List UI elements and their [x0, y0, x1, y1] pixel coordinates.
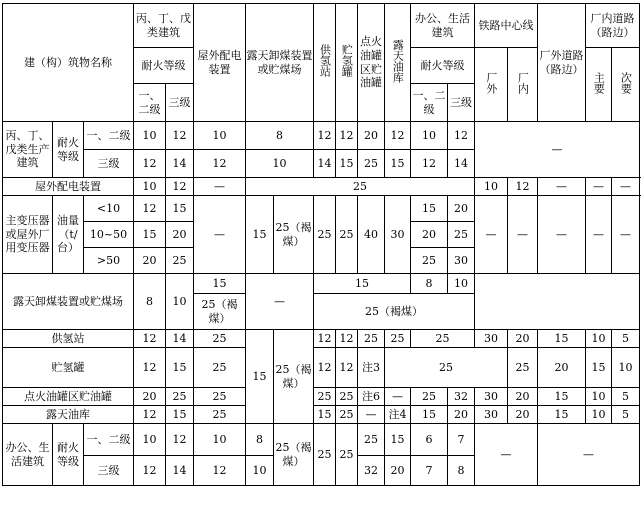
table-cell: 15 — [246, 196, 274, 274]
table-cell: 10 — [612, 348, 640, 388]
header-ignition-oil: 点火油罐区贮油罐 — [358, 4, 385, 122]
table-cell: 10 — [586, 330, 612, 348]
table-cell: 10 — [134, 424, 166, 456]
header-office-fire-rating: 耐火等级 — [411, 48, 475, 84]
table-cell: 6 — [411, 424, 448, 456]
row-label-hydrogen-station: 供氢站 — [3, 330, 134, 348]
table-cell: 12 — [134, 406, 166, 424]
row-label-office-grade12: 一、二级 — [84, 424, 134, 456]
table-cell: 20 — [508, 388, 538, 406]
table-cell: 15 — [166, 196, 194, 222]
table-cell: 20 — [385, 456, 411, 486]
table-cell: 25（褐煤） — [274, 330, 314, 424]
table-cell: 25 — [194, 348, 246, 388]
table-cell: 15 — [314, 406, 336, 424]
table-cell: 25 — [194, 388, 246, 406]
header-building-name: 建（构）筑物名称 — [3, 4, 134, 122]
table-cell: 30 — [448, 248, 475, 274]
table-cell: 25 — [166, 388, 194, 406]
table-cell: 12 — [166, 178, 194, 196]
table-cell: — — [612, 178, 640, 196]
table-cell: 10 — [246, 456, 274, 486]
table-cell: 12 — [336, 348, 358, 388]
table-cell: 12 — [336, 122, 358, 150]
header-c-building: 丙、丁、戊类建筑 — [134, 4, 194, 48]
table-cell: 20 — [448, 406, 475, 424]
header-c-fire-rating: 耐火等级 — [134, 48, 194, 84]
table-cell: 8 — [246, 122, 314, 150]
header-road-in: 厂内道路（路边） — [586, 4, 640, 48]
table-cell: 5 — [612, 406, 640, 424]
table-cell: 12 — [166, 122, 194, 150]
table-cell: 25 — [411, 388, 448, 406]
table-cell: 14 — [166, 456, 194, 486]
table-cell: — — [538, 424, 640, 486]
table-cell: 10 — [246, 150, 314, 178]
table-cell: 10 — [194, 122, 246, 150]
table-cell: 30 — [475, 388, 508, 406]
table-cell: 8 — [411, 274, 448, 294]
header-railway-out: 厂外 — [475, 48, 508, 122]
table-cell: — — [475, 122, 640, 178]
table-cell: — — [475, 424, 538, 486]
header-c-grade3: 三级 — [166, 84, 194, 122]
table-cell: 15 — [314, 274, 411, 294]
table-cell: 25 — [314, 424, 336, 486]
table-cell: 12 — [134, 456, 166, 486]
table-cell: 12 — [194, 456, 246, 486]
header-hydrogen-station: 供氢站 — [314, 4, 336, 122]
row-label-fire-rating: 耐火等级 — [53, 122, 84, 178]
table-cell: 5 — [612, 330, 640, 348]
fire-distance-table — [2, 3, 640, 486]
row-label-oil-amount: 油量（t/台） — [53, 196, 84, 274]
table-cell: 15 — [134, 222, 166, 248]
table-cell: 12 — [314, 330, 336, 348]
table-cell: 25 — [166, 248, 194, 274]
header-hydrogen-tank: 贮氢罐 — [336, 4, 358, 122]
table-cell: — — [612, 196, 640, 274]
row-label-grade3: 三级 — [84, 150, 134, 178]
table-cell: 10 — [586, 406, 612, 424]
row-label-office-fire-rating: 耐火等级 — [53, 424, 84, 486]
header-road-main: 主要 — [586, 48, 612, 122]
table-cell: — — [194, 178, 246, 196]
table-cell: 7 — [448, 424, 475, 456]
table-cell: 8 — [448, 456, 475, 486]
table-cell: 注6 — [358, 388, 385, 406]
table-cell: 10 — [475, 178, 508, 196]
table-cell: 10 — [134, 122, 166, 150]
table-cell: 10 — [134, 178, 166, 196]
table-cell: 15 — [586, 348, 612, 388]
table-cell: 25 — [336, 196, 358, 274]
table-cell: 注4 — [385, 406, 411, 424]
table-cell: 25 — [508, 348, 538, 388]
table-cell: 12 — [166, 424, 194, 456]
row-label-lt10: <10 — [84, 196, 134, 222]
table-cell: 20 — [358, 122, 385, 150]
row-label-office-grade3: 三级 — [84, 456, 134, 486]
table-cell: 注3 — [358, 348, 385, 388]
header-road-secondary: 次要 — [612, 48, 640, 122]
table-cell: 25 — [385, 330, 411, 348]
table-cell: 20 — [134, 248, 166, 274]
row-label-grade12: 一、二级 — [84, 122, 134, 150]
table-cell: — — [475, 196, 508, 274]
table-cell: — — [538, 196, 586, 274]
header-office-grade12: 一、二级 — [411, 84, 448, 122]
table-cell: 14 — [314, 150, 336, 178]
header-c-grade12: 一、二级 — [134, 84, 166, 122]
row-label-c-building: 丙、丁、戊类生产建筑 — [3, 122, 53, 178]
row-label-10-50: 10~50 — [84, 222, 134, 248]
table-cell: 25（褐煤） — [314, 294, 475, 330]
table-cell: — — [538, 178, 586, 196]
table-cell: 10 — [194, 424, 246, 456]
table-cell: 14 — [448, 150, 475, 178]
table-cell: 12 — [134, 196, 166, 222]
table-cell: — — [385, 388, 411, 406]
table-cell: 20 — [166, 222, 194, 248]
table-cell: 14 — [166, 150, 194, 178]
table-cell: 14 — [166, 330, 194, 348]
table-cell: 25 — [358, 150, 385, 178]
table-cell: 25 — [314, 388, 336, 406]
table-cell: 15 — [194, 274, 246, 294]
table-cell: 32 — [448, 388, 475, 406]
table-cell: 25 — [448, 222, 475, 248]
table-cell: 12 — [411, 150, 448, 178]
table-cell: 25（褐煤） — [274, 196, 314, 274]
row-label-transformer: 主变压器或屋外厂用变压器 — [3, 196, 53, 274]
header-office: 办公、生活建筑 — [411, 4, 475, 48]
table-cell: 25 — [358, 424, 385, 456]
table-cell: 25 — [336, 388, 358, 406]
table-cell: 20 — [134, 388, 166, 406]
table-cell: 25（褐煤） — [194, 294, 246, 330]
table-cell: 15 — [385, 424, 411, 456]
table-cell: 40 — [358, 196, 385, 274]
table-cell: 25 — [336, 406, 358, 424]
table-cell: — — [586, 178, 612, 196]
table-cell: 12 — [448, 122, 475, 150]
table-cell: — — [194, 196, 246, 274]
header-oil-depot: 露天油库 — [385, 4, 411, 122]
table-cell: 30 — [385, 196, 411, 274]
table-cell: 10 — [411, 122, 448, 150]
row-label-ignition-oil: 点火油罐区贮油罐 — [3, 388, 134, 406]
table-cell: 25 — [411, 248, 448, 274]
header-railway-in: 厂内 — [508, 48, 538, 122]
table-cell: 12 — [134, 150, 166, 178]
table-cell: 25 — [358, 330, 385, 348]
table-cell: — — [358, 406, 385, 424]
table-cell: — — [246, 274, 314, 330]
header-railway: 铁路中心线 — [475, 4, 538, 48]
table-cell: — — [508, 196, 538, 274]
header-outdoor-power: 屋外配电装置 — [194, 4, 246, 122]
table-cell: 15 — [538, 406, 586, 424]
table-cell: 25 — [194, 330, 246, 348]
table-cell: 15 — [411, 406, 448, 424]
table-cell: 20 — [411, 222, 448, 248]
table-cell: 25 — [411, 330, 475, 348]
table-cell: 25 — [194, 406, 246, 424]
row-label-outdoor-power: 屋外配电装置 — [3, 178, 134, 196]
table-cell: 12 — [314, 348, 336, 388]
table-cell: 15 — [166, 348, 194, 388]
table-cell — [475, 274, 640, 330]
table-cell: 12 — [194, 150, 246, 178]
table-cell: 25 — [246, 178, 475, 196]
table-cell: 12 — [134, 330, 166, 348]
table-cell: 12 — [336, 330, 358, 348]
table-cell: 20 — [448, 196, 475, 222]
table-cell: 30 — [475, 406, 508, 424]
table-cell: 8 — [134, 274, 166, 330]
table-cell: 12 — [134, 348, 166, 388]
table-cell: 10 — [166, 274, 194, 330]
table-cell: 15 — [538, 388, 586, 406]
table-cell: 12 — [314, 122, 336, 150]
table-cell: 8 — [246, 424, 274, 456]
table-cell: 20 — [538, 348, 586, 388]
table-cell: 20 — [508, 330, 538, 348]
table-cell: 7 — [411, 456, 448, 486]
table-cell: 20 — [508, 406, 538, 424]
row-label-office: 办公、生活建筑 — [3, 424, 53, 486]
table-cell: 15 — [246, 330, 274, 424]
table-cell: 25 — [385, 348, 508, 388]
table-cell: 12 — [385, 122, 411, 150]
table-cell: 10 — [448, 274, 475, 294]
row-label-gt50: >50 — [84, 248, 134, 274]
table-cell: 15 — [336, 150, 358, 178]
table-cell: 30 — [475, 330, 508, 348]
table-cell: 25 — [336, 424, 358, 486]
table-cell: 25 — [314, 196, 336, 274]
table-cell: 15 — [385, 150, 411, 178]
table-cell: 10 — [586, 388, 612, 406]
header-coal-yard: 露天卸煤装置或贮煤场 — [246, 4, 314, 122]
header-road-out: 厂外道路（路边） — [538, 4, 586, 122]
table-cell: 15 — [538, 330, 586, 348]
row-label-hydrogen-tank: 贮氢罐 — [3, 348, 134, 388]
table-cell: 32 — [358, 456, 385, 486]
table-cell: 25（褐煤） — [274, 424, 314, 486]
row-label-oil-depot: 露天油库 — [3, 406, 134, 424]
table-cell: 12 — [508, 178, 538, 196]
table-cell: — — [586, 196, 612, 274]
table-cell: 15 — [166, 406, 194, 424]
table-cell: 5 — [612, 388, 640, 406]
header-office-grade3: 三级 — [448, 84, 475, 122]
table-cell: 15 — [411, 196, 448, 222]
row-label-coal-yard: 露天卸煤装置或贮煤场 — [3, 274, 134, 330]
